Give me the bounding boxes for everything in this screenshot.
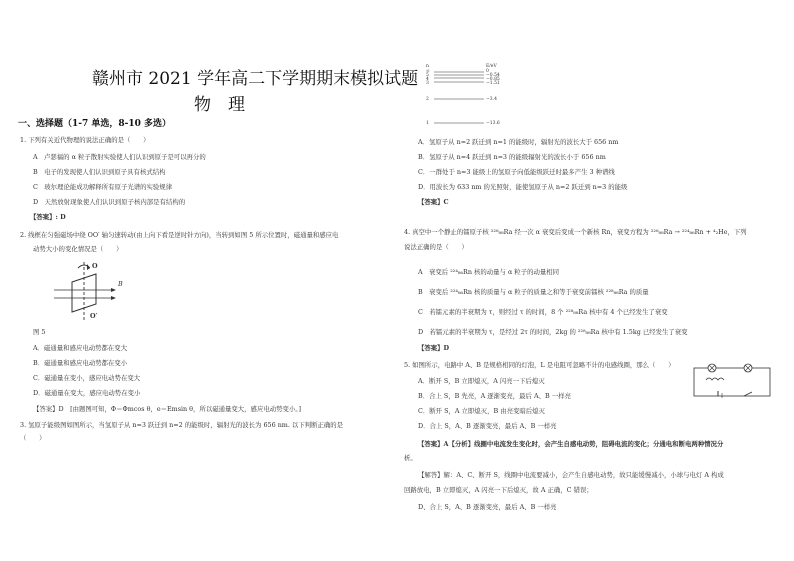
q5-explain-line3: D、合上 S，A、B 逐渐变亮，最后 A、B 一样亮 — [418, 503, 557, 511]
q2-stem-line1: 2. 线框在匀强磁场中绕 OO′ 轴匀速转动(由上向下看是逆时针方向)，当转到如图 5 所示位置时，磁通量和感应电 — [20, 231, 339, 239]
section-heading: 一、选择题（1-7 单选，8-10 多选） — [18, 119, 172, 129]
level-e-header: E/eV — [486, 64, 497, 69]
q1-answer: 【答案】: D — [30, 213, 66, 221]
level-2-label: 2 — [426, 97, 429, 102]
figure-caption: 图 5 — [33, 328, 46, 336]
q4-option-d: D 若镭元素的半衰期为 τ，是经过 2τ 的时间，2kg 的 ²²⁸₈₈Ra 核中有 1.5kg 已经发生了衰变 — [418, 328, 688, 336]
circuit-figure — [688, 358, 780, 402]
page-title: 赣州市 2021 学年高二下学期期末模拟试题 — [92, 69, 419, 89]
q2-option-c: C．磁通量在变小，感应电动势在变大 — [33, 374, 141, 382]
q1-option-b: B 电子的发现使人们认识到原子具有核式结构 — [33, 168, 166, 176]
fig-label-b: B — [118, 280, 123, 288]
q3-option-a: A．氢原子从 n=2 跃迁到 n=1 的能级时，辐射光的波长大于 656 nm — [418, 138, 619, 146]
q3-option-c: C．一群处于 n=3 能级上的氢原子向低能级跃迁时最多产生 3 种谱线 — [418, 168, 615, 176]
q3-answer: 【答案】C — [418, 198, 449, 206]
q4-answer: 【答案】D — [418, 344, 450, 352]
level-5-energy: −0.54 — [486, 73, 500, 78]
rotating-coil-figure — [44, 260, 124, 322]
fig-label-o: O — [92, 262, 98, 270]
q3-stem-line1: 3. 氢原子能级图如图所示，当氢原子从 n=3 跃迁到 n=2 的能级时，辐射光的波长为 656 nm. 以下判断正确的是 — [20, 421, 344, 429]
q2-option-d: D．磁通量在变大，感应电动势在变小 — [33, 389, 141, 397]
q4-option-b: B 衰变后 ²²⁴₈₆Rn 核的质量与 α 粒子的质量之和等于衰变前镭核 ²²⁸₈₈Ra 的质量 — [418, 288, 649, 296]
subject-title: 物 理 — [194, 95, 245, 115]
q2-option-b: B．磁通量和感应电动势都在变小 — [33, 359, 128, 367]
level-inf-energy: 0 — [486, 69, 489, 74]
q5-explain-line1: 【解答】解：A、C、断开 S，线圈中电流要减小，会产生自感电动势，故只能缓慢减小，小球与电灯 A 构成 — [418, 471, 724, 479]
q4-option-c: C 若镭元素的半衰期为 τ，则经过 τ 的时间，8 个 ²²⁸₈₈Ra 核中有 4 个已经发生了衰变 — [418, 308, 668, 316]
level-2-energy: −3.4 — [486, 97, 497, 102]
level-inf-label: ∞ — [426, 69, 430, 74]
level-5-label: 5 — [426, 73, 429, 78]
q4-stem-line1: 4. 真空中一个静止的镭原子核 ²²⁸₈₈Ra 经一次 α 衰变后变成一个新核 Rn，衰变方程为 ²²⁸₈₈Ra → ²²⁴₈₆Rn + ⁴₂He，下列 — [404, 228, 747, 236]
q3-option-b: B．氢原子从 n=4 跃迁到 n=3 的能级辐射光的波长小于 656 nm — [418, 153, 606, 161]
q5-answer-line1: 【答案】A【分析】线圈中电流发生变化时，会产生自感电动势，阻碍电流的变化；分通电和断电两种情况分 — [418, 440, 724, 448]
q5-option-a: A．断开 S，B 立即熄灭，A 闪亮一下后熄灭 — [418, 377, 545, 385]
level-1-label: 1 — [426, 121, 429, 126]
q1-option-d: D 天然放射现象使人们认识到原子核内部是有结构的 — [33, 198, 186, 206]
q3-option-d: D．用波长为 633 nm 的光照射，能使氢原子从 n=2 跃迁到 n=3 的能级 — [418, 183, 628, 191]
q5-answer-line2: 析。 — [404, 454, 417, 462]
fig-label-o-prime: O′ — [90, 312, 98, 320]
q2-answer: 【答案】D [由题图可知，Φ＝Φmcos θ，e＝Emsin θ，所以磁通量变大，感应电动势变小。] — [33, 405, 301, 413]
q1-stem: 1. 下列有关近代物理的说法正确的是（ ） — [20, 136, 150, 144]
q3-stem-line2: （ ） — [20, 434, 46, 442]
level-4-energy: −0.85 — [486, 77, 500, 82]
q4-option-a: A 衰变后 ²²⁴₈₆Rn 核的动量与 α 粒子的动量相同 — [418, 268, 560, 276]
q1-option-a: A 卢瑟福的 α 粒子散射实验使人们认识到原子是可以再分的 — [33, 153, 206, 161]
q5-option-b: B．合上 S，B 先亮，A 逐渐变亮，最后 A、B 一样亮 — [418, 392, 571, 400]
level-1-energy: −13.6 — [486, 121, 500, 126]
q5-option-c: C．断开 S，A 立即熄灭，B 由亮变暗后熄灭 — [418, 407, 545, 415]
q1-option-c: C 玻尔理论能成功解释所有原子光谱的实验规律 — [33, 183, 173, 191]
q5-explain-line2: 回路放电，B 立即熄灭，A 闪亮一下后熄灭，故 A 正确，C 错误； — [404, 486, 593, 494]
q2-option-a: A．磁通量和感应电动势都在变大 — [33, 344, 128, 352]
level-3-label: 3 — [426, 81, 429, 86]
level-4-label: 4 — [426, 77, 429, 82]
q2-stem-line2: 动势大小的变化情况是（ ） — [33, 245, 123, 253]
q4-stem-line2: 说法正确的是（ ） — [404, 243, 468, 251]
level-3-energy: −1.51 — [486, 81, 500, 86]
level-n-header: n — [426, 64, 429, 69]
q5-stem: 5. 如图所示，电路中 A、B 是规格相同的灯泡，L 是电阻可忽略不计的电感线圈，那么（ ） — [404, 361, 675, 369]
q5-option-d: D．合上 S，A、B 逐渐变亮，最后 A、B 一样亮 — [418, 422, 557, 430]
